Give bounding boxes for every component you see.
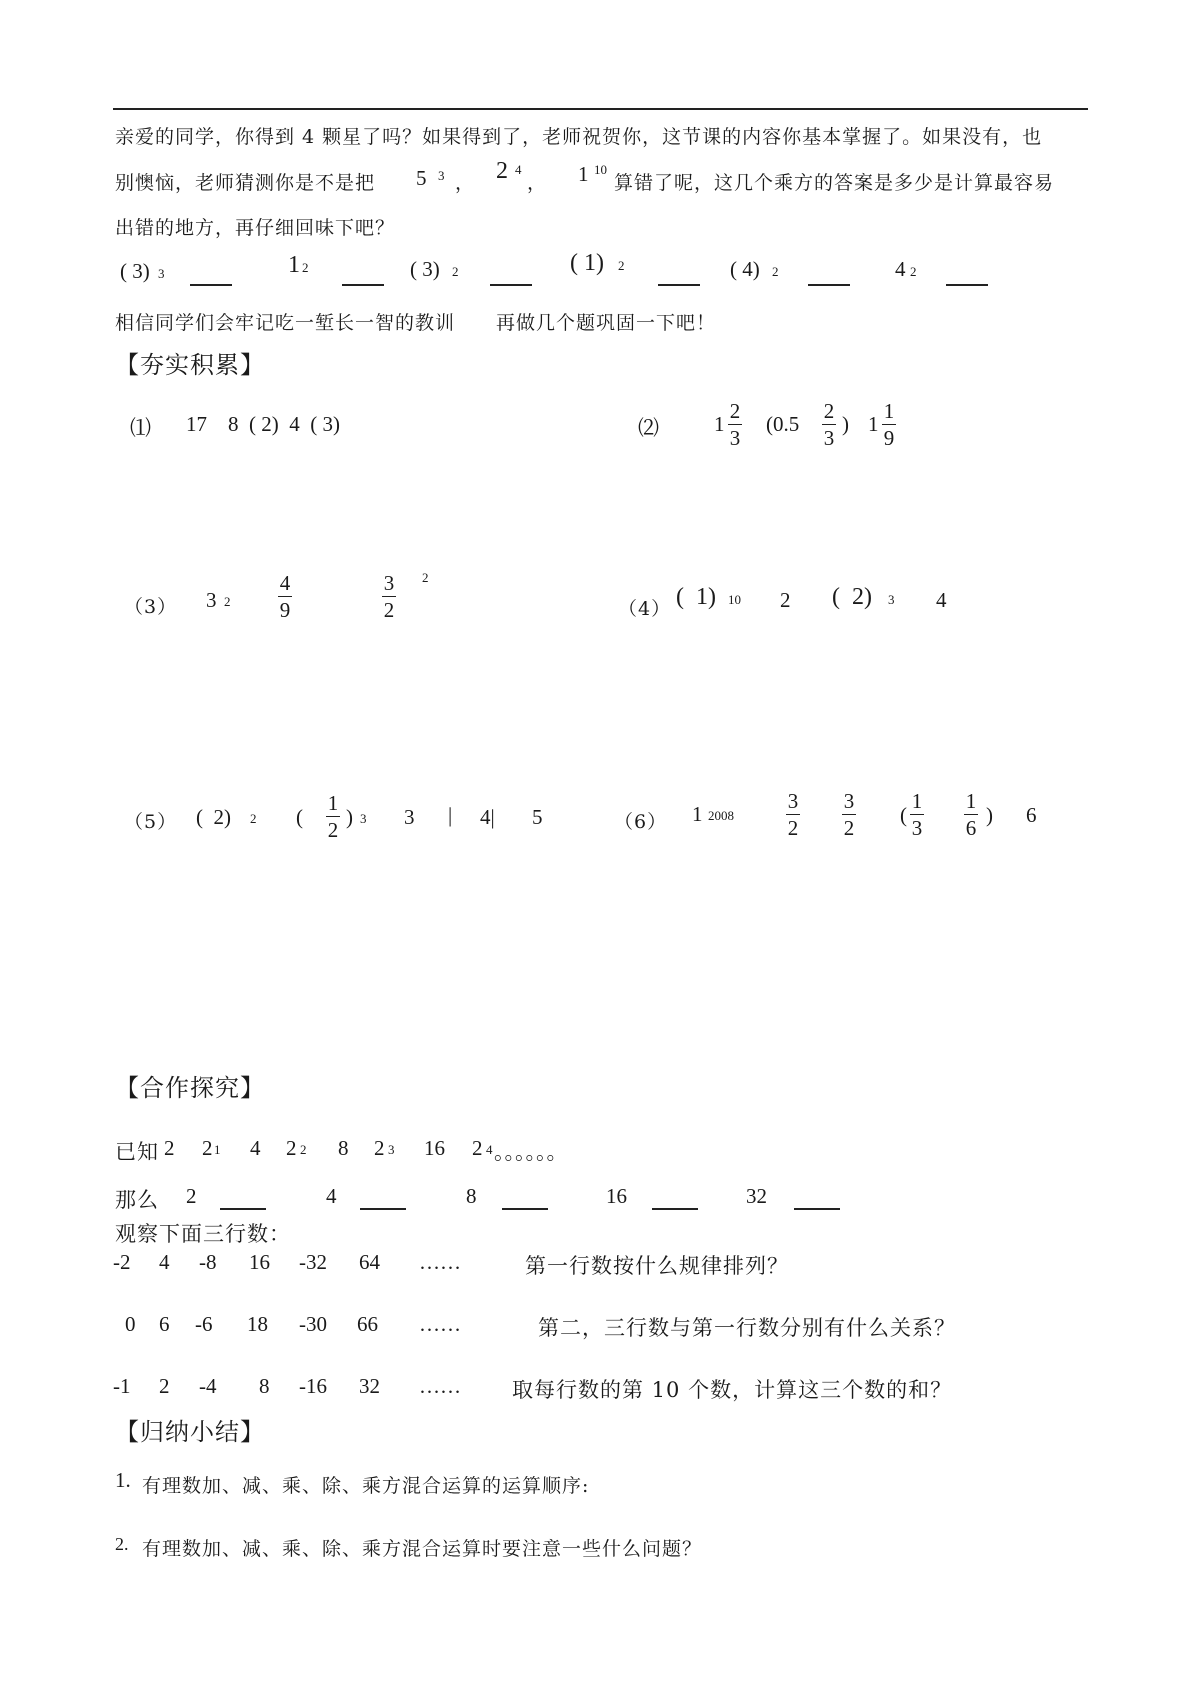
- answer-blank-3[interactable]: [490, 284, 532, 286]
- then-value-3: 8: [466, 1184, 477, 1208]
- summary-q1: 有理数加、减、乘、除、乘方混合运算的运算顺序:: [142, 1475, 590, 1497]
- fraction-numerator: 3: [383, 571, 395, 595]
- known-exp-4: 4: [486, 1142, 493, 1157]
- intro-comma-1: ，: [455, 172, 476, 194]
- sequence-number: -4: [199, 1374, 217, 1398]
- known-exp-2: 2: [300, 1142, 307, 1157]
- problem-5-abs-bar-left: |: [448, 803, 453, 827]
- then-blank-1[interactable]: [220, 1208, 266, 1210]
- problem-5-label: （5）: [124, 811, 178, 833]
- sequence-number: 18: [247, 1312, 268, 1336]
- fraction-denominator: 9: [883, 426, 895, 450]
- problem-3-label: （3）: [124, 596, 178, 618]
- problem-6-open-paren: (: [900, 803, 907, 827]
- sequence-number: 66: [357, 1312, 378, 1336]
- problem-1-expression: 17 8 ( 2) 4 ( 3): [186, 412, 340, 436]
- known-base-4: 2: [472, 1136, 483, 1160]
- fraction-numerator: 1: [965, 789, 977, 813]
- known-value-1: 2: [164, 1136, 175, 1160]
- fraction-numerator: 3: [843, 789, 855, 813]
- sequence-number: 0: [125, 1312, 136, 1336]
- fraction-numerator: 1: [327, 791, 339, 815]
- sequence-number: 32: [359, 1374, 380, 1398]
- sequence-ellipsis: ……: [419, 1250, 461, 1274]
- intro-line-2b: 算错了呢，这几个乘方的答案是多少是计算最容易: [614, 172, 1055, 194]
- answer-blank-5[interactable]: [808, 284, 850, 286]
- intro-power-3-exp: 10: [594, 162, 607, 177]
- sequence-ellipsis: ……: [419, 1312, 461, 1336]
- problem-3-fraction-2: [382, 570, 396, 623]
- answer-blank-1[interactable]: [190, 284, 232, 286]
- problem-4-term-4: 4: [936, 588, 947, 612]
- power-item-4-base: ( 1): [570, 250, 604, 276]
- power-item-6-base: 4: [895, 257, 906, 281]
- problem-4-label: （4）: [618, 598, 672, 620]
- fraction-denominator: 2: [383, 598, 395, 622]
- power-item-4-exp: 2: [618, 258, 625, 273]
- power-item-5-exp: 2: [772, 264, 779, 279]
- sequence-number: 4: [159, 1250, 170, 1274]
- intro-power-1-exp: 3: [438, 168, 445, 183]
- problem-5-term-1: ( 2): [196, 805, 231, 829]
- problem-6-fraction-4: [964, 788, 978, 841]
- fraction-numerator: 3: [787, 789, 799, 813]
- then-prefix: 那么: [115, 1188, 159, 1212]
- power-item-1-base: ( 3): [120, 259, 150, 283]
- problem-6-close-paren: ): [986, 803, 993, 827]
- known-value-3: 8: [338, 1136, 349, 1160]
- problem-4-term-3-exp: 3: [888, 592, 895, 607]
- problem-2-mid: (0.5: [766, 412, 800, 436]
- then-value-1: 2: [186, 1184, 197, 1208]
- problem-2-whole-2: 1: [868, 412, 879, 436]
- fraction-denominator: 2: [787, 816, 799, 840]
- problem-5-fraction-exp: 3: [360, 811, 367, 826]
- summary-q1-number: 1.: [115, 1468, 131, 1492]
- then-blank-5[interactable]: [794, 1208, 840, 1210]
- problem-6-exp: 2008: [708, 808, 734, 823]
- problem-5-term-3: 5: [532, 805, 543, 829]
- known-base-2: 2: [286, 1136, 297, 1160]
- fraction-denominator: 3: [823, 426, 835, 450]
- problem-4-term-1-exp: 10: [728, 592, 741, 607]
- intro-power-2-base: 2: [496, 158, 508, 184]
- sequence-row-3: [113, 1374, 535, 1399]
- problem-4-term-3: ( 2): [832, 584, 872, 610]
- section-title-summary: 【归纳小结】: [115, 1418, 265, 1446]
- intro-line-1: 亲爱的同学，你得到 4 颗星了吗？如果得到了，老师祝贺你，这节课的内容你基本掌握了。如果没有，也: [115, 126, 1043, 148]
- problem-3-fraction-2-exp: 2: [422, 570, 429, 585]
- sequence-number: -1: [113, 1374, 131, 1398]
- problem-6-fraction-1: [786, 788, 800, 841]
- problem-2-whole-1: 1: [714, 412, 725, 436]
- fraction-denominator: 2: [843, 816, 855, 840]
- power-item-1-exp: 3: [158, 266, 165, 281]
- known-dots: 。。。。。。: [494, 1140, 568, 1164]
- problem-5-abs-term: 4|: [480, 805, 495, 829]
- encourage-text-2: 再做几个题巩固一下吧！: [496, 312, 717, 334]
- problem-6-fraction-2: [842, 788, 856, 841]
- then-value-5: 32: [746, 1184, 767, 1208]
- sequence-number: -6: [195, 1312, 213, 1336]
- sequence-ellipsis: ……: [419, 1374, 461, 1398]
- problem-3-fraction-1: [278, 570, 292, 623]
- sequence-number: -2: [113, 1250, 131, 1274]
- problem-2-fraction-2: [822, 398, 836, 451]
- top-rule: [113, 108, 1088, 110]
- section-title-consolidate: 【夯实积累】: [115, 351, 265, 379]
- sequence-row-1: [113, 1250, 535, 1275]
- sequence-number: 64: [359, 1250, 380, 1274]
- sequence-row-2: [125, 1312, 539, 1337]
- problem-6-base: 1: [692, 802, 703, 826]
- fraction-denominator: 3: [729, 426, 741, 450]
- sequence-number: -32: [299, 1250, 327, 1274]
- sequence-number: -30: [299, 1312, 327, 1336]
- sequence-number: 8: [259, 1374, 270, 1398]
- then-blank-3[interactable]: [502, 1208, 548, 1210]
- fraction-numerator: 2: [823, 399, 835, 423]
- then-blank-2[interactable]: [360, 1208, 406, 1210]
- fraction-denominator: 9: [279, 598, 291, 622]
- then-blank-4[interactable]: [652, 1208, 698, 1210]
- summary-q2-number: 2.: [115, 1534, 129, 1554]
- known-base-1: 2: [202, 1136, 213, 1160]
- intro-line-3: 出错的地方，再仔细回味下吧？: [115, 217, 396, 239]
- question-row-3: 取每行数的第 10 个数，计算这三个数的和？: [512, 1378, 953, 1402]
- answer-blank-4[interactable]: [658, 284, 700, 286]
- power-item-3-exp: 2: [452, 264, 459, 279]
- answer-blank-2[interactable]: [342, 284, 384, 286]
- problem-5-term-1-exp: 2: [250, 811, 257, 826]
- problem-6-label: （6）: [614, 811, 668, 833]
- problem-4-term-1: ( 1): [676, 584, 716, 610]
- then-value-2: 4: [326, 1184, 337, 1208]
- problem-2-fraction-1: [728, 398, 742, 451]
- intro-comma-2: ，: [527, 172, 548, 194]
- intro-power-2-exp: 4: [515, 162, 522, 177]
- known-exp-3: 3: [388, 1142, 395, 1157]
- problem-5-fraction: [326, 790, 340, 843]
- answer-blank-6[interactable]: [946, 284, 988, 286]
- sequence-number: 16: [249, 1250, 270, 1274]
- intro-line-2a: 别懊恼，老师猜测你是不是把: [115, 172, 376, 194]
- problem-5-close-paren: ): [346, 805, 353, 829]
- sequence-number: 2: [159, 1374, 170, 1398]
- fraction-numerator: 1: [911, 789, 923, 813]
- sequence-number: -8: [199, 1250, 217, 1274]
- known-prefix: 已知: [115, 1140, 159, 1164]
- power-item-2-exp: 2: [302, 260, 309, 275]
- problem-1-label: ⑴: [130, 416, 151, 440]
- sequence-number: -16: [299, 1374, 327, 1398]
- power-item-2-base: 1: [288, 252, 300, 278]
- fraction-numerator: 1: [883, 399, 895, 423]
- problem-5-open-paren: (: [296, 805, 303, 829]
- fraction-denominator: 3: [911, 816, 923, 840]
- intro-power-3-base: 1: [578, 162, 589, 186]
- problem-5-term-2: 3: [404, 805, 415, 829]
- problem-3-exp: 2: [224, 594, 231, 609]
- question-row-2: 第二，三行数与第一行数分别有什么关系？: [538, 1316, 956, 1340]
- known-value-2: 4: [250, 1136, 261, 1160]
- fraction-denominator: 6: [965, 816, 977, 840]
- sequence-number: 6: [159, 1312, 170, 1336]
- question-row-1: 第一行数按什么规律排列？: [525, 1254, 789, 1278]
- fraction-denominator: 2: [327, 818, 339, 842]
- summary-q2: 有理数加、减、乘、除、乘方混合运算时要注意一些什么问题？: [142, 1538, 703, 1560]
- then-value-4: 16: [606, 1184, 627, 1208]
- problem-6-fraction-3: [910, 788, 924, 841]
- problem-2-label: ⑵: [638, 416, 659, 440]
- known-exp-1: 1: [214, 1142, 221, 1157]
- known-value-4: 16: [424, 1136, 445, 1160]
- power-item-5-base: ( 4): [730, 257, 760, 281]
- power-item-3-base: ( 3): [410, 257, 440, 281]
- section-title-explore: 【合作探究】: [115, 1074, 265, 1102]
- problem-4-term-2: 2: [780, 588, 791, 612]
- known-base-3: 2: [374, 1136, 385, 1160]
- encourage-text: 相信同学们会牢记吃一堑长一智的教训: [115, 312, 456, 334]
- problem-6-term: 6: [1026, 803, 1037, 827]
- fraction-numerator: 4: [279, 571, 291, 595]
- problem-2-fraction-3: [882, 398, 896, 451]
- problem-3-base: 3: [206, 588, 217, 612]
- fraction-numerator: 2: [729, 399, 741, 423]
- intro-power-1-base: 5: [416, 166, 427, 190]
- power-item-6-exp: 2: [910, 264, 917, 279]
- problem-2-close: ): [842, 412, 849, 436]
- observe-text: 观察下面三行数：: [115, 1222, 291, 1246]
